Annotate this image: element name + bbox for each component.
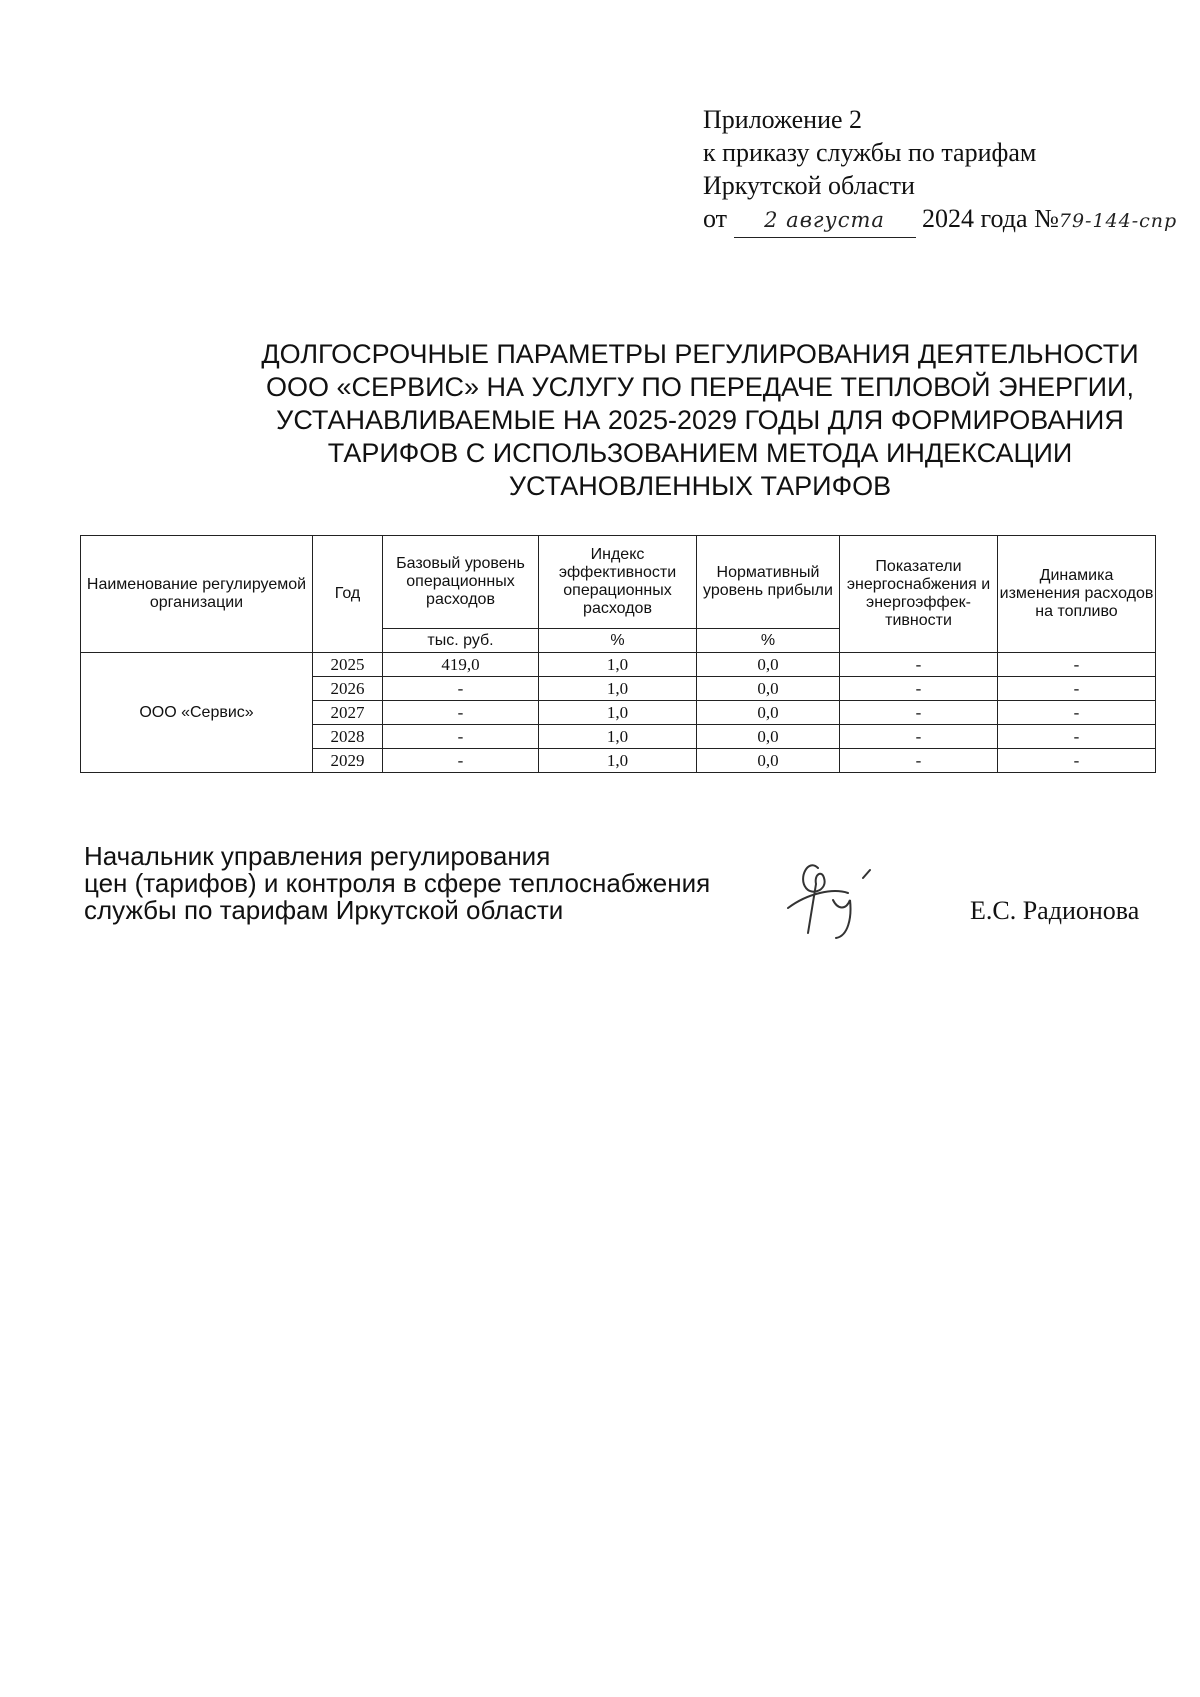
header-base-level: Базовый уровень операционных расходов [383, 536, 539, 629]
index-cell: 1,0 [539, 701, 697, 725]
index-cell: 1,0 [539, 725, 697, 749]
profit-cell: 0,0 [697, 725, 840, 749]
title-line-3: УСТАНАВЛИВАЕМЫЕ НА 2025-2029 ГОДЫ ДЛЯ ФОРМИРОВАНИЯ [276, 405, 1124, 435]
document-title [200, 338, 1200, 503]
date-prefix: от [703, 204, 728, 233]
header-profit-level: Нормативный уровень прибыли [697, 536, 840, 629]
header-energy-indicators: Показатели энергоснабжения и энергоэффек-тивности [840, 536, 998, 653]
appendix-title: Приложение 2 [703, 105, 863, 134]
signatory-name: Е.С. Радионова [970, 896, 1140, 925]
base-cell: - [383, 749, 539, 773]
header-efficiency-index: Индекс эффективности операционных расходов [539, 536, 697, 629]
appendix-order-ref: к приказу службы по тарифам [703, 138, 1037, 167]
energy-cell: - [840, 677, 998, 701]
title-line-4: ТАРИФОВ С ИСПОЛЬЗОВАНИЕМ МЕТОДА ИНДЕКСАЦИИ [327, 438, 1073, 468]
profit-cell: 0,0 [697, 701, 840, 725]
year-label: 2024 года № [922, 204, 1059, 233]
profit-cell: 0,0 [697, 749, 840, 773]
appendix-block [703, 103, 1178, 238]
year-cell: 2029 [313, 749, 383, 773]
profit-cell: 0,0 [697, 677, 840, 701]
title-line-5: УСТАНОВЛЕННЫХ ТАРИФОВ [508, 471, 892, 501]
handwritten-date: 2 августа [764, 208, 885, 232]
base-cell: - [383, 725, 539, 749]
appendix-region: Иркутской области [703, 171, 915, 200]
table-row [81, 653, 1156, 677]
fuel-cell: - [998, 749, 1156, 773]
index-cell: 1,0 [539, 677, 697, 701]
year-cell: 2026 [313, 677, 383, 701]
title-line-1: ДОЛГОСРОЧНЫЕ ПАРАМЕТРЫ РЕГУЛИРОВАНИЯ ДЕЯТЕЛЬНОСТИ [261, 339, 1139, 369]
base-cell: - [383, 701, 539, 725]
handwritten-signature-icon [778, 848, 888, 943]
unit-base-level: тыс. руб. [383, 629, 539, 653]
base-cell: 419,0 [383, 653, 539, 677]
unit-profit-level: % [697, 629, 840, 653]
signatory-position [84, 843, 710, 924]
year-cell: 2025 [313, 653, 383, 677]
fuel-cell: - [998, 725, 1156, 749]
index-cell: 1,0 [539, 653, 697, 677]
handwritten-number-field [1058, 202, 1178, 238]
energy-cell: - [840, 749, 998, 773]
energy-cell: - [840, 653, 998, 677]
parameters-table [80, 535, 1156, 773]
fuel-cell: - [998, 701, 1156, 725]
energy-cell: - [840, 725, 998, 749]
fuel-cell: - [998, 653, 1156, 677]
handwritten-number: 79-144-спр [1058, 210, 1178, 232]
position-line-2: цен (тарифов) и контроля в сфере теплоснабжения [84, 868, 711, 898]
energy-cell: - [840, 701, 998, 725]
appendix-date-line [703, 202, 1178, 238]
year-cell: 2028 [313, 725, 383, 749]
base-cell: - [383, 677, 539, 701]
fuel-cell: - [998, 677, 1156, 701]
header-fuel-dynamics: Динамика изменения расходов на топливо [998, 536, 1156, 653]
year-cell: 2027 [313, 701, 383, 725]
index-cell: 1,0 [539, 749, 697, 773]
unit-efficiency-index: % [539, 629, 697, 653]
handwritten-date-field [734, 202, 916, 238]
title-line-2: ООО «СЕРВИС» НА УСЛУГУ ПО ПЕРЕДАЧЕ ТЕПЛОВОЙ ЭНЕРГИИ, [266, 372, 1134, 402]
org-name-cell: ООО «Сервис» [81, 653, 313, 773]
header-org: Наименование регулируемой организации [81, 536, 313, 653]
position-line-1: Начальник управления регулирования [84, 841, 551, 871]
position-line-3: службы по тарифам Иркутской области [84, 895, 564, 925]
profit-cell: 0,0 [697, 653, 840, 677]
header-year: Год [313, 536, 383, 653]
